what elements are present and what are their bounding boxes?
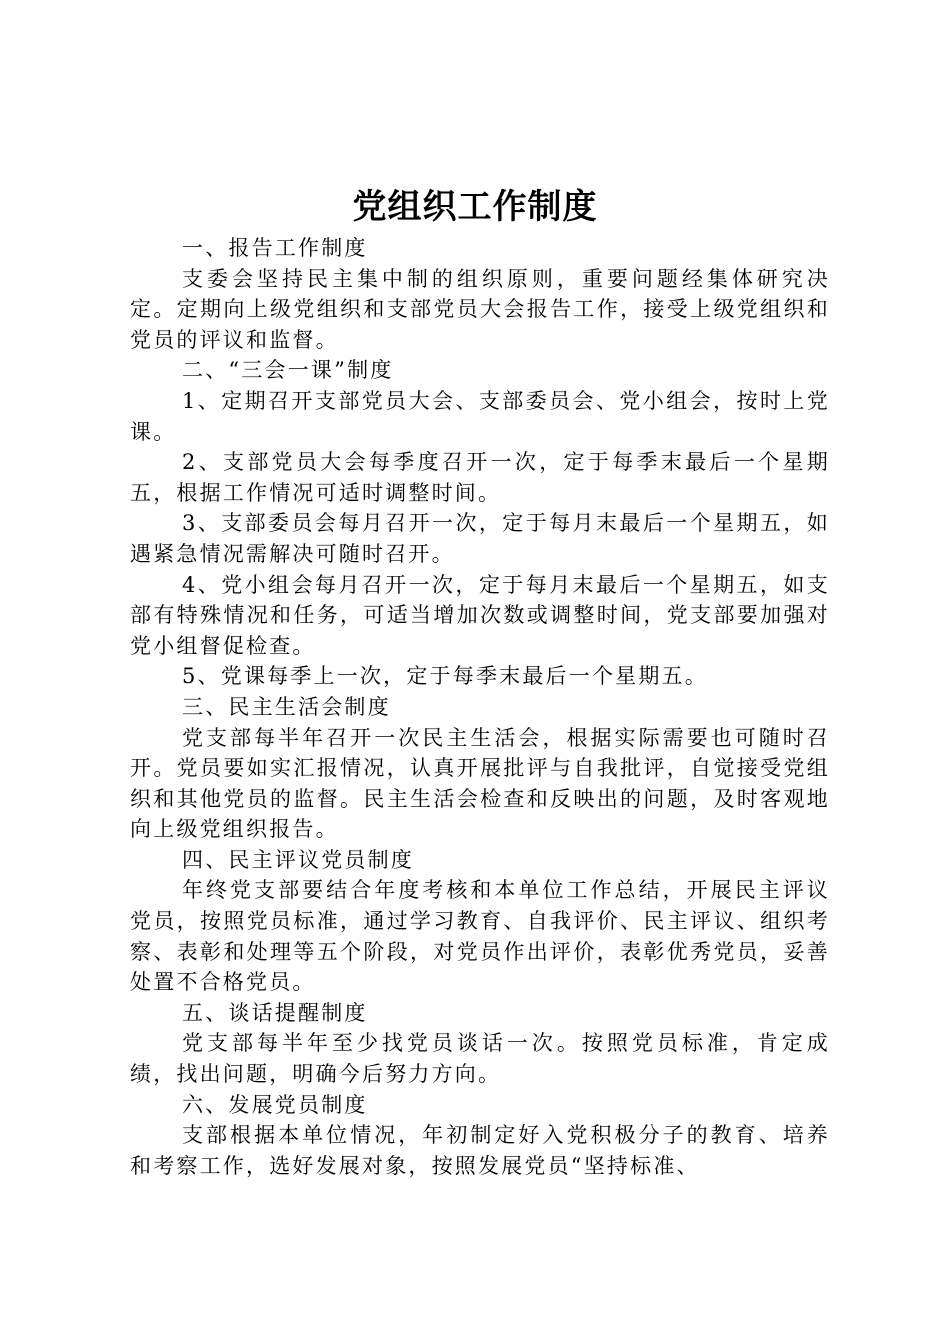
paragraph-item-3: 3、支部委员会每月召开一次，定于每月末最后一个星期五，如遇紧急情况需解决可随时召开。 [130, 511, 830, 566]
paragraph-item-4: 4、党小组会每月召开一次，定于每月末最后一个星期五，如支部有特殊情况和任务，可适当增加次数或调整时间，党支部要加强对党小组督促检查。 [130, 572, 830, 658]
section-heading-report: 一、报告工作制度 [182, 236, 368, 260]
paragraph-evaluation: 年终党支部要结合年度考核和本单位工作总结，开展民主评议党员，按照党员标准，通过学习教育、自我评价、民主评议、组织考察、表彰和处理等五个阶段，对党员作出评价，表彰优秀党员，妥善处置不合格党员。 [130, 878, 830, 995]
paragraph-democratic-life: 党支部每半年召开一次民主生活会，根据实际需要也可随时召开。党员要如实汇报情况，认真开展批评与自我批评，自觉接受党组织和其他党员的监督。民主生活会检查和反映出的问题，及时客观地向上级党组织报告。 [130, 725, 830, 842]
section-heading-talk-reminder: 五、谈话提醒制度 [182, 1000, 368, 1025]
paragraph-membership: 支部根据本单位情况，年初制定好入党积极分子的教育、培养和考察工作，选好发展对象，按照发展党员“坚持标准、 [130, 1123, 830, 1178]
paragraph-report: 支委会坚持民主集中制的组织原则，重要问题经集体研究决定。定期向上级党组织和支部党员大会报告工作，接受上级党组织和党员的评议和监督。 [130, 266, 830, 352]
document-body [130, 233, 830, 1181]
paragraph-item-5: 5、党课每季上一次，定于每季末最后一个星期五。 [182, 664, 708, 689]
paragraph-item-2: 2、支部党员大会每季度召开一次，定于每季末最后一个星期五，根据工作情况可适时调整时间。 [130, 450, 830, 505]
section-heading-democratic-life: 三、民主生活会制度 [182, 694, 391, 719]
document-title: 党组织工作制度 [352, 187, 598, 227]
section-heading-membership: 六、发展党员制度 [182, 1092, 368, 1117]
section-heading-three-meetings: 二、“三会一课”制度 [182, 358, 394, 383]
paragraph-talk-reminder: 党支部每半年至少找党员谈话一次。按照党员标准，肯定成绩，找出问题，明确今后努力方向。 [130, 1031, 830, 1087]
paragraph-item-1: 1、定期召开支部党员大会、支部委员会、党小组会，按时上党课。 [130, 388, 830, 444]
section-heading-evaluation: 四、民主评议党员制度 [182, 847, 414, 872]
